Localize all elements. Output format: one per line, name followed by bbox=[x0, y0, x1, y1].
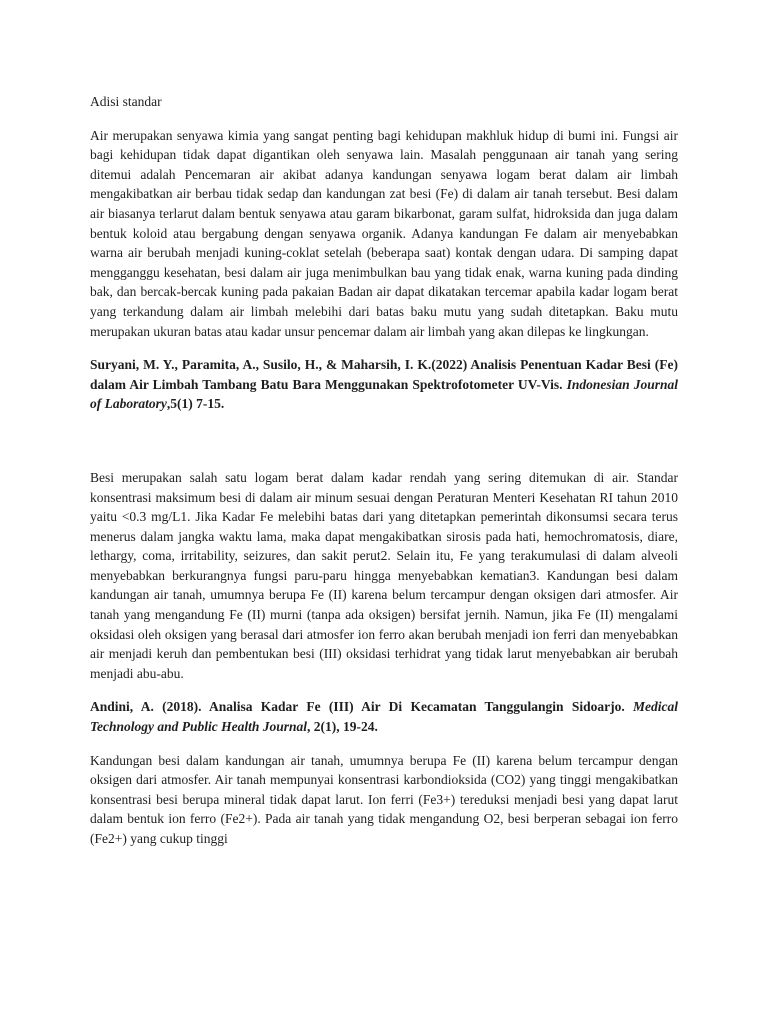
paragraph-1: Air merupakan senyawa kimia yang sangat penting bagi kehidupan makhluk hidup di bumi ini. Fungsi air bagi kehidupan tidak dapat digantikan oleh senyawa lain. Masalah penggunaan air tanah yang sering ditemui adalah Pencemaran air akibat adanya kandungan senyawa logam berat dalam air limbah mengakibatkan air berbau tidak sedap dan kandungan zat besi (Fe) di dalam air tanah tersebut. Besi dalam air biasanya terlarut dalam bentuk senyawa atau garam bikarbonat, garam sulfat, hidroksida dan juga dalam bentuk koloid atau bergabung dengan senyawa organik. Adanya kandungan Fe dalam air menyebabkan warna air berubah menjadi kuning-coklat setelah (beberapa saat) kontak dengan udara. Di samping dapat mengganggu kesehatan, besi dalam air juga menimbulkan bau yang tidak enak, warna kuning pada dinding bak, dan bercak-bercak kuning pada pakaian Badan air dapat dikatakan tercemar apabila kadar logam berat yang terkandung dalam air limbah melebihi dari batas baku mutu yang sudah ditetapkan. Baku mutu merupakan ukuran batas atau kadar unsur pencemar dalam air limbah yang akan dilepas ke lingkungan. bbox=[90, 127, 678, 339]
reference-1-journal: Indonesian Journal of Laboratory bbox=[90, 376, 678, 412]
paragraph-2: Besi merupakan salah satu logam berat dalam kadar rendah yang sering ditemukan di air. Standar konsentrasi maksimum besi di dalam air minum sesuai dengan Peraturan Menteri Kesehatan RI tahun 2010 yaitu <0.3 mg/L1. Jika Kadar Fe melebihi batas dari yang ditetapkan pemerintah dikonsumsi secara terus menerus dalam jangka waktu lama, maka dapat mengakibatkan sirosis pada hati, hemochromatosis, diare, lethargy, coma, irritability, seizures, dan sakit perut2. Selain itu, Fe yang terakumulasi di dalam alveoli menyebabkan berkurangnya fungsi paru-paru hingga menyebabkan kematian3. Kandungan besi dalam kandungan air tanah, umumnya berupa Fe (II) karena belum tercampur dengan oksigen dari atmosfer. Air tanah yang mengandung Fe (II) murni (tanpa ada oksigen) bersifat jernih. Namun, jika Fe (II) mengalami oksidasi oleh oksigen yang berasal dari atmosfer ion ferro akan berubah menjadi ion ferri dan menyebabkan air menjadi keruh dan pembentukan besi (III) oksidasi terhidrat yang tidak larut menyebabkan air berubah menjadi abu-abu. bbox=[90, 469, 678, 681]
reference-2 bbox=[90, 697, 678, 736]
document-body bbox=[90, 92, 678, 863]
reference-1 bbox=[90, 355, 678, 414]
reference-1-volume-pages: ,5(1) 7-15. bbox=[166, 396, 225, 412]
reference-2-volume-pages: , 2(1), 19-24. bbox=[307, 719, 378, 735]
section-gap bbox=[90, 428, 678, 468]
reference-2-authors-title: Andini, A. (2018). Analisa Kadar Fe (III) Air Di Kecamatan Tanggulangin Sidoarjo. bbox=[90, 699, 633, 715]
paragraph-3: Kandungan besi dalam kandungan air tanah, umumnya berupa Fe (II) karena belum tercampur dengan oksigen dari atmosfer. Air tanah mempunyai konsentrasi karbondioksida (CO2) yang tinggi mengakibatkan konsentrasi besi berupa mineral tidak dapat larut. Ion ferri (Fe3+) tereduksi menjadi besi yang dapat larut dalam bentuk ion ferro (Fe2+). Pada air tanah yang tidak mengandung O2, besi berperan sebagai ion ferro (Fe2+) yang cukup tinggi bbox=[90, 752, 678, 846]
reference-1-authors-title: Suryani, M. Y., Paramita, A., Susilo, H., & Maharsih, I. K.(2022) Analisis Penentuan Kadar Besi (Fe) dalam Air Limbah Tambang Batu Bara Menggunakan Spektrofotometer UV-Vis. bbox=[90, 357, 678, 392]
section-heading: Adisi standar bbox=[90, 94, 162, 109]
reference-2-journal: Medical Technology and Public Health Journal bbox=[90, 699, 678, 735]
